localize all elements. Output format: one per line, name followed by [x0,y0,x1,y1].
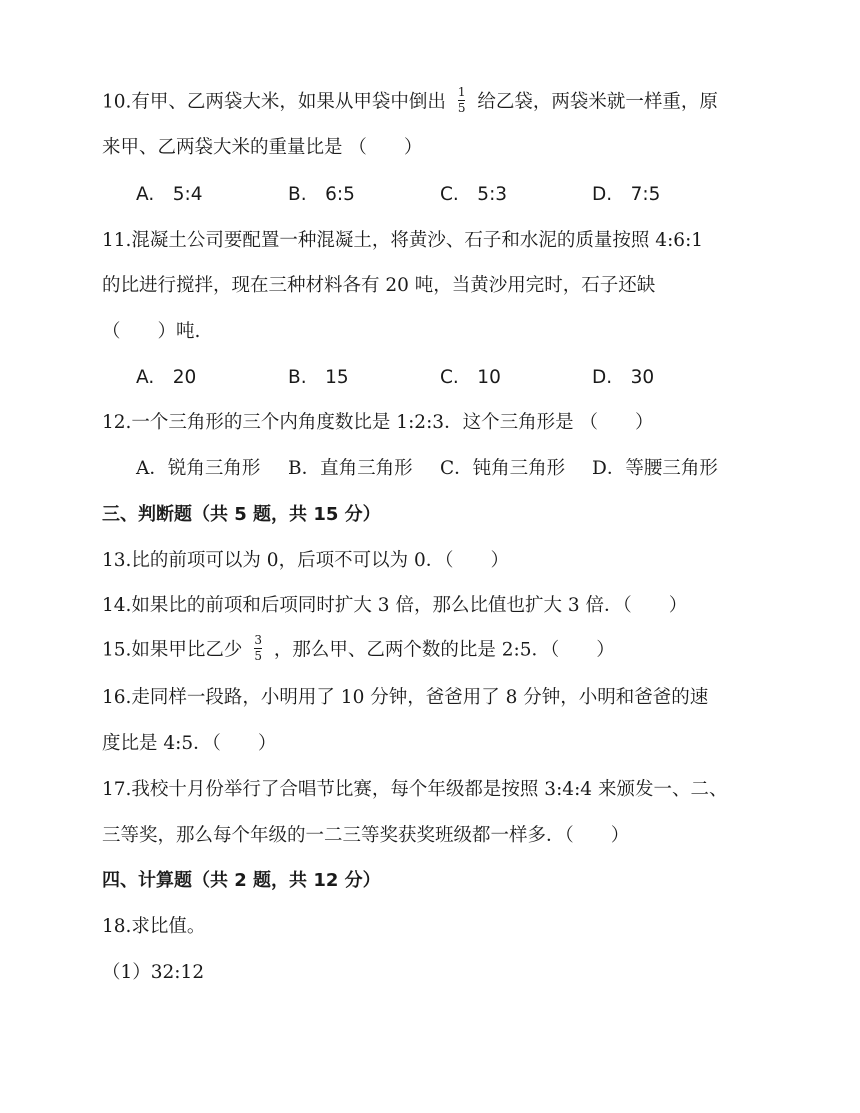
q13-line: 13.比的前项可以为 0，后项不可以为 0．（ ） [102,550,509,571]
q17-line1: 17.我校十月份举行了合唱节比赛，每个年级都是按照 3:4:4 来颁发一、二、 [102,779,728,800]
q12-option-c[interactable]: C．钝角三角形 [440,458,566,479]
q10-option-a[interactable]: A. 5:4 [136,184,203,205]
section-calculation-heading: 四、计算题（共 2 题，共 12 分） [102,870,381,891]
q11-line3: （ ）吨. [102,321,201,342]
q10-line1 [102,85,718,117]
q15-fraction [254,634,262,663]
q16-line2: 度比是 4:5．（ ） [102,733,277,754]
q11-option-a[interactable]: A. 20 [136,367,197,388]
q11-option-c[interactable]: C. 10 [440,367,501,388]
q16-line1: 16.走同样一段路，小明用了 10 分钟，爸爸用了 8 分钟，小明和爸爸的速 [102,687,709,708]
q10-fraction-denominator: 5 [457,101,466,115]
q15-fraction-numerator: 3 [254,633,262,647]
q12-option-d[interactable]: D．等腰三角形 [592,458,718,479]
q11-option-b[interactable]: B. 15 [288,367,349,388]
q12-option-a[interactable]: A．锐角三角形 [136,458,261,479]
q10-option-b[interactable]: B. 6:5 [288,184,355,205]
q14-line: 14.如果比的前项和后项同时扩大 3 倍，那么比值也扩大 3 倍．（ ） [102,595,688,616]
q12-line1: 12.一个三角形的三个内角度数比是 1:2:3．这个三角形是 （ ） [102,412,654,433]
q15-text-a: 15.如果甲比乙少 [102,639,243,661]
q11-option-d[interactable]: D. 30 [592,367,655,388]
q10-fraction [458,86,466,115]
q18-sub1: （1）32:12 [102,962,205,983]
q10-option-c[interactable]: C. 5:3 [440,184,508,205]
q15-line [102,633,615,665]
q11-line2: 的比进行搅拌，现在三种材料各有 20 吨，当黄沙用完时，石子还缺 [102,275,656,296]
q12-option-b[interactable]: B．直角三角形 [288,458,413,479]
q10-line2: 来甲、乙两袋大米的重量比是 （ ） [102,137,423,158]
q10-option-d[interactable]: D. 7:5 [592,184,661,205]
q11-line1: 11.混凝土公司要配置一种混凝土，将黄沙、石子和水泥的质量按照 4:6:1 [102,230,704,251]
q10-fraction-numerator: 1 [457,85,466,99]
q17-line2: 三等奖，那么每个年级的一二三等奖获奖班级都一样多．（ ） [102,825,630,846]
q10-text-b: 给乙袋，两袋米就一样重，原 [477,91,718,113]
q15-fraction-denominator: 5 [254,649,262,663]
q15-text-b: ，那么甲、乙两个数的比是 2:5．（ ） [273,639,615,661]
q10-text-a: 10.有甲、乙两袋大米，如果从甲袋中倒出 [102,91,446,113]
q18-title: 18.求比值。 [102,916,206,937]
section-judgement-heading: 三、判断题（共 5 题，共 15 分） [102,504,381,525]
